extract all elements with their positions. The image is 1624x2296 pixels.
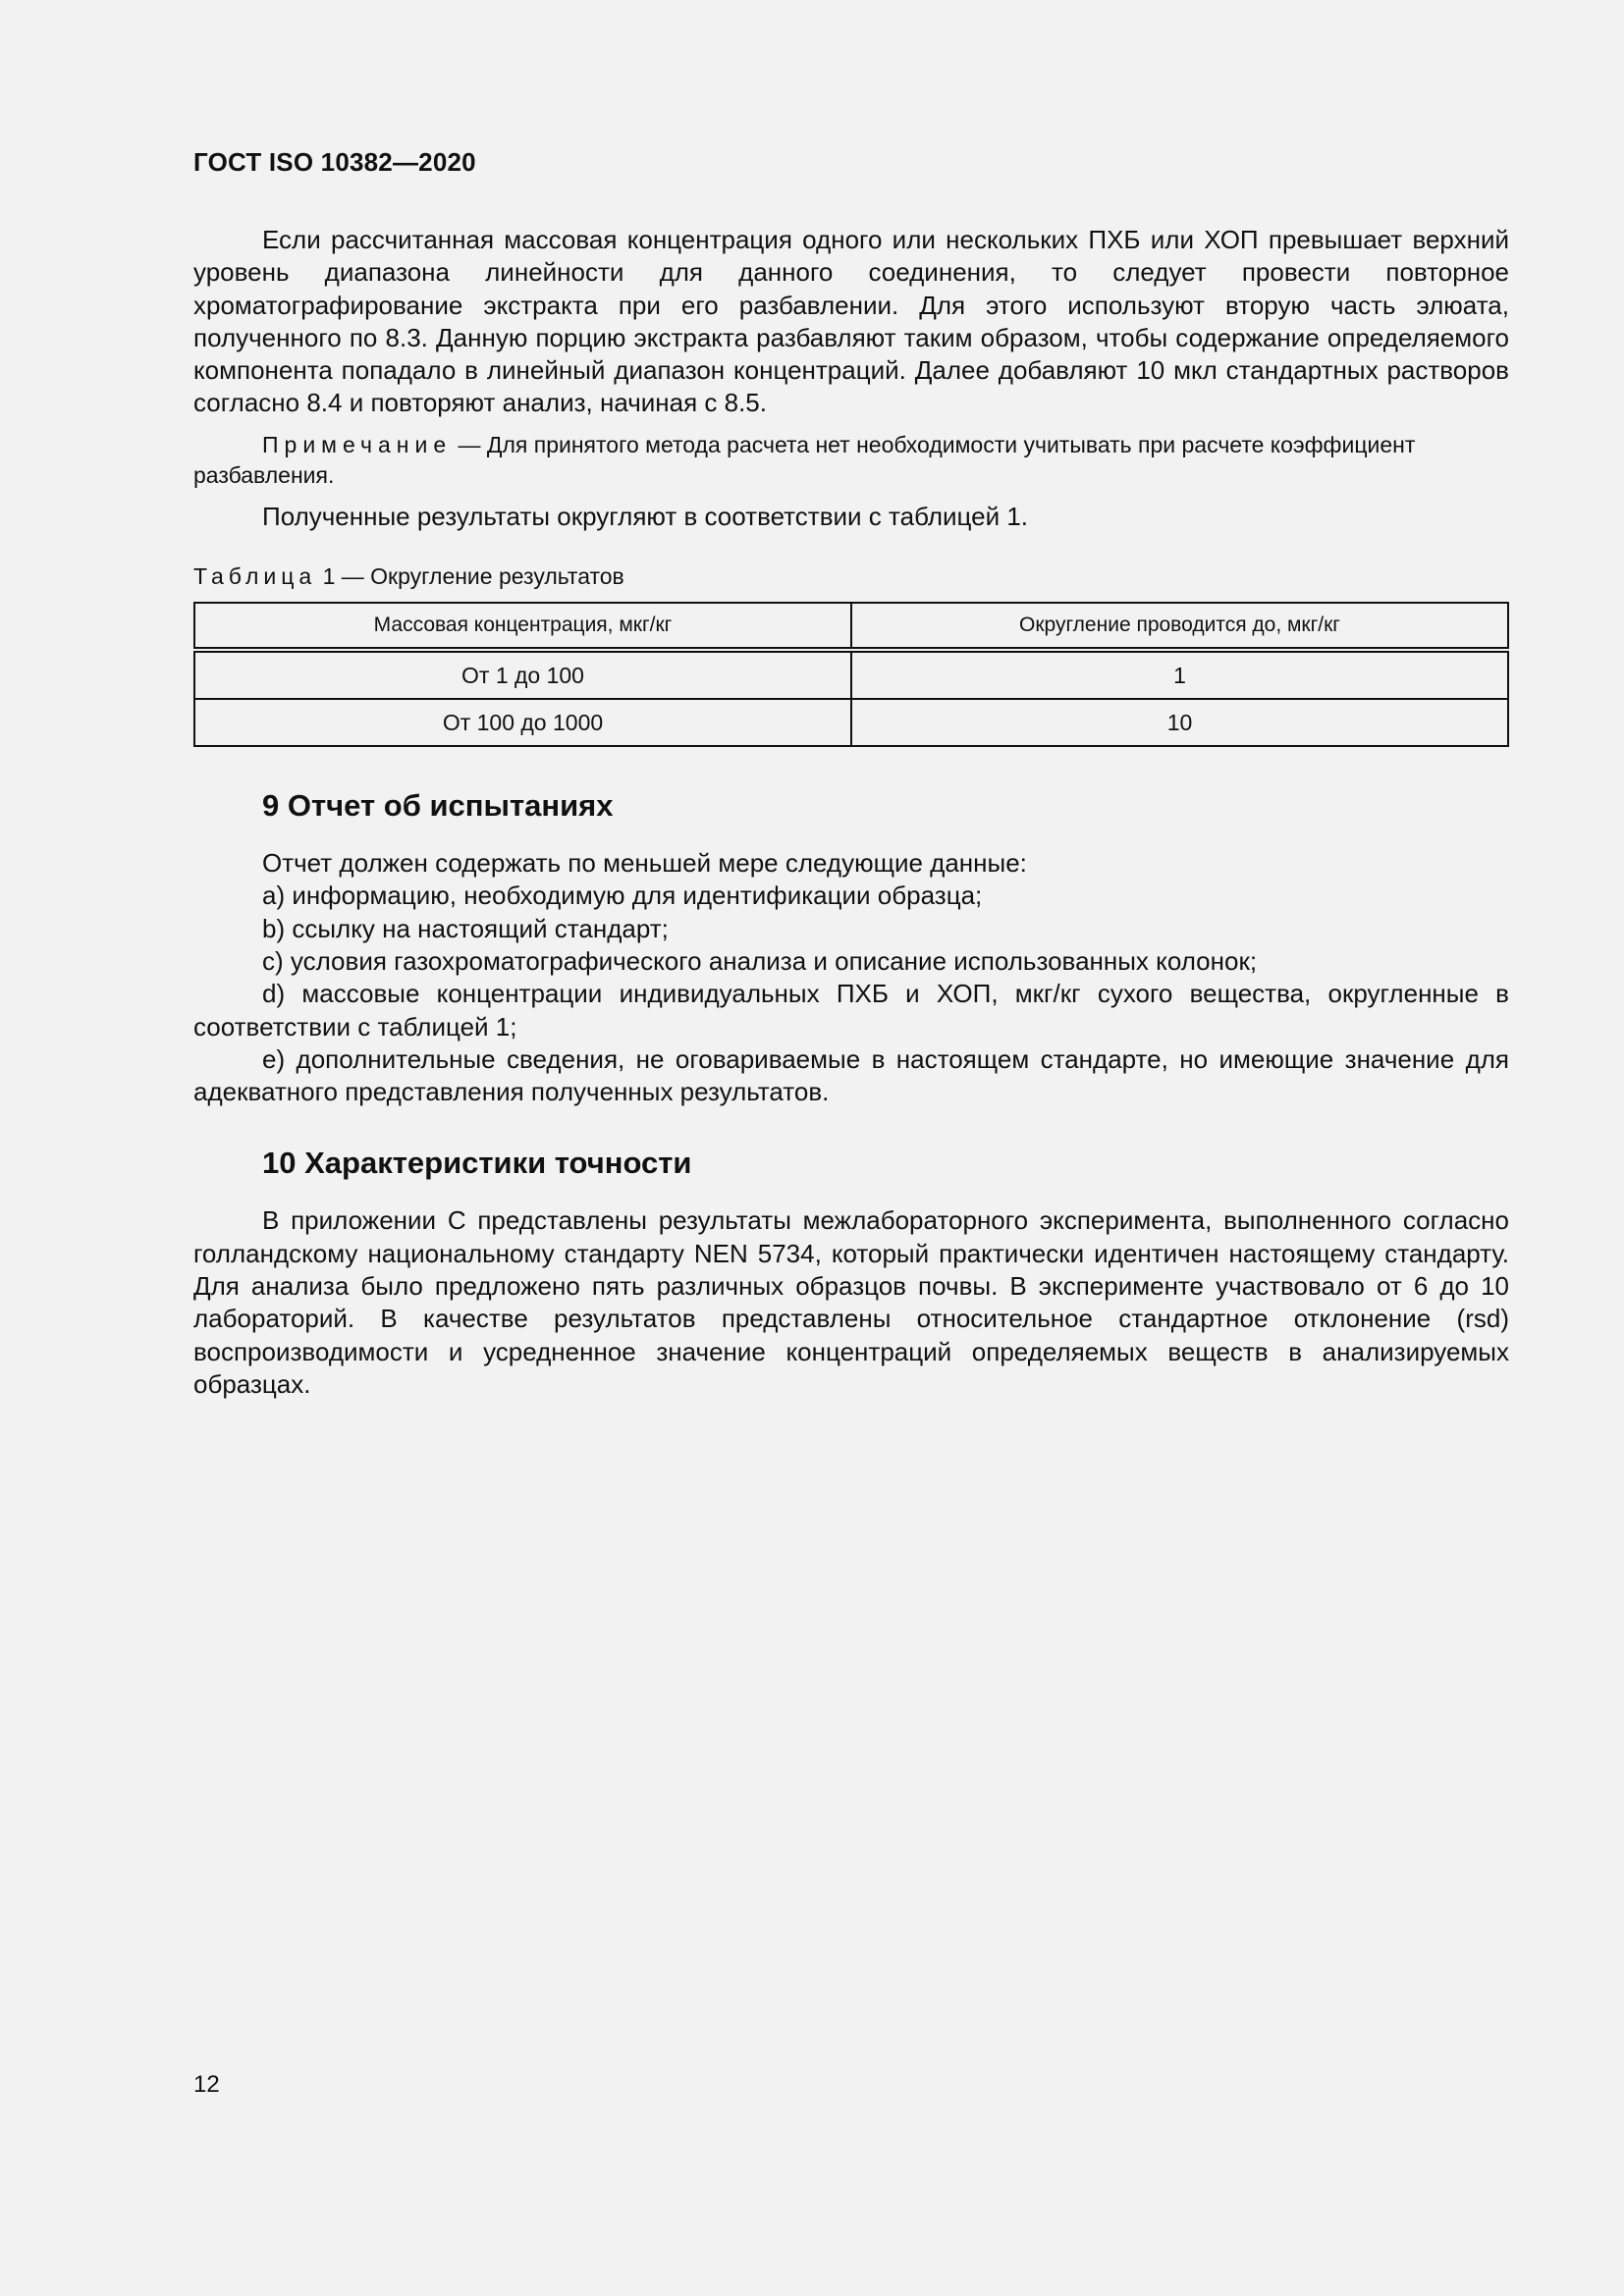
list-item: d) массовые концентрации индивидуальных ПХБ и ХОП, мкг/кг сухого вещества, округленные в соответствии с таблицей 1; (193, 979, 1509, 1041)
list-item: a) информацию, необходимую для идентификации образца; (262, 881, 983, 911)
table-cell: 1 (851, 650, 1508, 699)
table-caption-title: 1 — Округление результатов (316, 563, 624, 590)
table-row (194, 699, 1508, 746)
section-9-intro: Отчет должен содержать по меньшей мере следующие данные: (262, 848, 1027, 879)
page-number: 12 (193, 2071, 220, 2098)
table-caption (193, 561, 1509, 592)
list-item: c) условия газохроматографического анализа и описание использованных колонок; (262, 945, 1258, 976)
section-10-paragraph: В приложении C представлены результаты межлабораторного эксперимента, выполненного согласно голландскому национальному стандарту NEN 5734, который практически идентичен настоящему стандарту. Для анализа было предложено пять различных образцов почвы. В эксперименте участвовало от 6 до 10 лабораторий. В качестве результатов представлены относительное стандартное отклонение (rsd) воспроизводимости и усредненное значение концентраций определяемых веществ в анализируемых образцах. (193, 1205, 1509, 1399)
section-9-heading: 9 Отчет об испытаниях (262, 788, 614, 824)
table-cell: От 100 до 1000 (194, 699, 851, 746)
table-header-cell: Округление проводится до, мкг/кг (851, 603, 1508, 650)
table-cell: От 1 до 100 (194, 650, 851, 699)
note-label: Примечание (262, 431, 453, 457)
rounding-paragraph: Полученные результаты округляют в соответствии с таблицей 1. (262, 501, 1028, 531)
table-caption-label: Таблица (193, 563, 317, 590)
table-cell: 10 (851, 699, 1508, 746)
list-item: e) дополнительные сведения, не оговариваемые в настоящем стандарте, но имеющие значение для адекватного представления полученных результатов. (193, 1043, 1509, 1107)
page-content (193, 224, 1509, 1401)
note-text: Для принятого метода расчета нет необходимости учитывать при расчете коэффициент разбавления. (193, 431, 1416, 488)
document-header: ГОСТ ISO 10382—2020 (193, 147, 476, 177)
table-row (194, 650, 1508, 699)
note-dash: — (452, 431, 487, 457)
dilution-paragraph: Если рассчитанная массовая концентрация одного или нескольких ПХБ или ХОП превышает верхний уровень диапазона линейности для данного соединения, то следует провести повторное хроматографирование экстракта при его разбавлении. Для этого используют вторую часть элюата, полученного по 8.3. Данную порцию экстракта разбавляют таким образом, чтобы содержание определяемого компонента попадало в линейный диапазон концентраций. Далее добавляют 10 мкл стандартных растворов согласно 8.4 и повторяют анализ, начиная с 8.5. (193, 225, 1509, 418)
note (193, 430, 1509, 491)
list-item: b) ссылку на настоящий стандарт; (262, 913, 669, 943)
table-header-row (194, 603, 1508, 650)
section-10-heading: 10 Характеристики точности (262, 1146, 692, 1181)
table-header-cell: Массовая концентрация, мкг/кг (194, 603, 851, 650)
rounding-table (193, 602, 1509, 747)
